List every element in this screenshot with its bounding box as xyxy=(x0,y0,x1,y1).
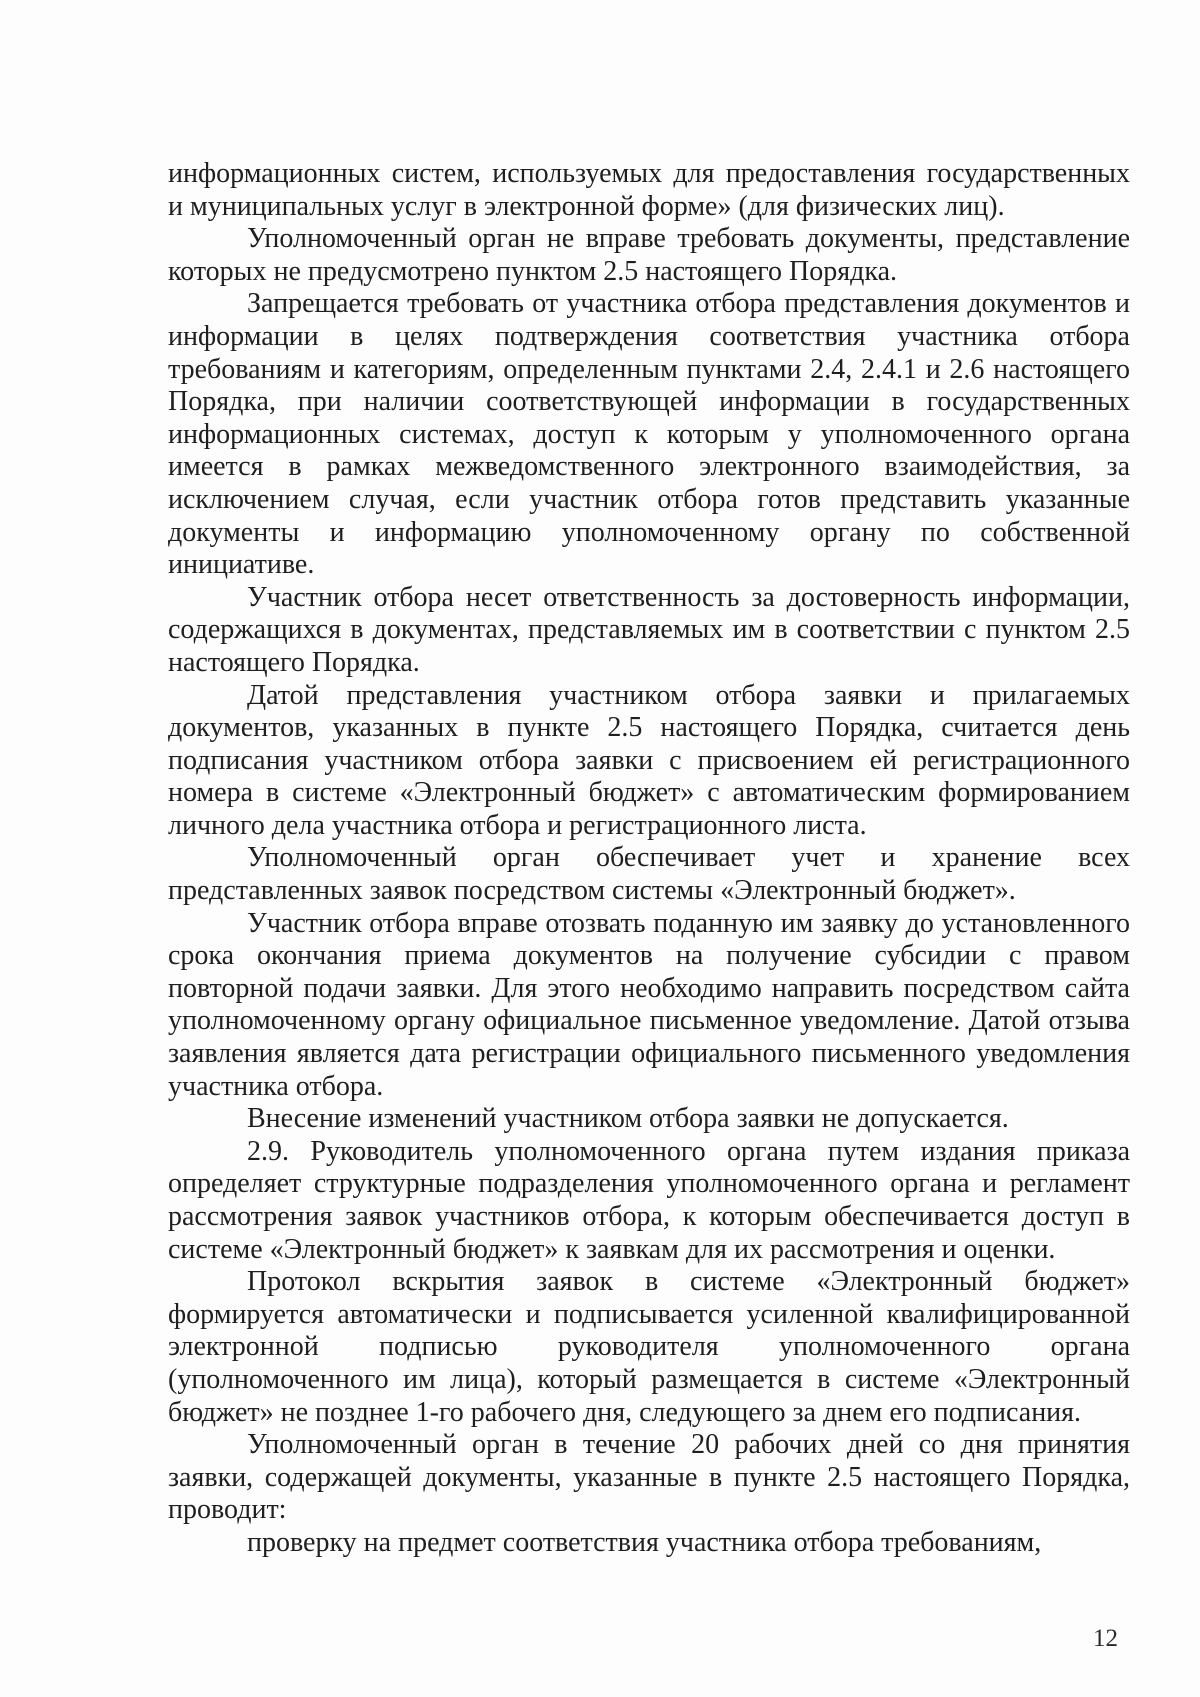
document-body xyxy=(168,158,1130,1560)
paragraph: Уполномоченный орган обеспечивает учет и хранение всех представленных заявок посредством системы «Электронный бюджет». xyxy=(168,842,1130,907)
paragraph: Протокол вскрытия заявок в системе «Электронный бюджет» формируется автоматически и подписывается усиленной квалифицированной электронной подписью руководителя уполномоченного органа (уполномоченного им лица), который размещается в системе «Электронный бюджет» не позднее 1-го рабочего дня, следующего за днем его подписания. xyxy=(168,1266,1130,1428)
paragraph: проверку на предмет соответствия участника отбора требованиям, xyxy=(247,1526,1042,1558)
page-number: 12 xyxy=(1093,1625,1118,1652)
paragraph-continuation: информационных систем, используемых для предоставления государственных и муниципальных услуг в электронной форме» (для физических лиц). xyxy=(168,158,1130,222)
paragraph: Запрещается требовать от участника отбора представления документов и информации в целях подтверждения соответствия участника отбора требованиям и категориям, определенным пунктами 2.4, 2.4.1 и 2.6 настоящего Порядка, при наличии соответствующей информации в государственных информационных системах, доступ к которым у уполномоченного органа имеется в рамках межведомственного электронного взаимодействия, за исключением случая, если участник отбора готов представить указанные документы и информацию уполномоченному органу по собственной инициативе. xyxy=(168,288,1130,581)
paragraph: Участник отбора несет ответственность за достоверность информации, содержащихся в документах, представляемых им в соответствии с пунктом 2.5 настоящего Порядка. xyxy=(168,581,1130,678)
paragraph: Датой представления участником отбора заявки и прилагаемых документов, указанных в пункте 2.5 настоящего Порядка, считается день подписания участником отбора заявки с присвоением ей регистрационного номера в системе «Электронный бюджет» с автоматическим формированием личного дела участника отбора и регистрационного листа. xyxy=(168,679,1130,841)
paragraph: Внесение изменений участником отбора заявки не допускается. xyxy=(247,1103,1009,1135)
paragraph: Уполномоченный орган в течение 20 рабочих дней со дня принятия заявки, содержащей документы, указанные в пункте 2.5 настоящего Порядка, проводит: xyxy=(168,1429,1130,1526)
paragraph: Участник отбора вправе отозвать поданную им заявку до установленного срока окончания приема документов на получение субсидии с правом повторной подачи заявки. Для этого необходимо направить посредством сайта уполномоченному органу официальное письменное уведомление. Датой отзыва заявления является дата регистрации официального письменного уведомления участника отбора. xyxy=(168,907,1130,1102)
paragraph: Уполномоченный орган не вправе требовать документы, представление которых не предусмотрено пунктом 2.5 настоящего Порядка. xyxy=(168,223,1130,287)
paragraph-section-2-9: 2.9. Руководитель уполномоченного органа путем издания приказа определяет структурные подразделения уполномоченного органа и регламент рассмотрения заявок участников отбора, к которым обеспечивается доступ в системе «Электронный бюджет» к заявкам для их рассмотрения и оценки. xyxy=(168,1135,1130,1265)
